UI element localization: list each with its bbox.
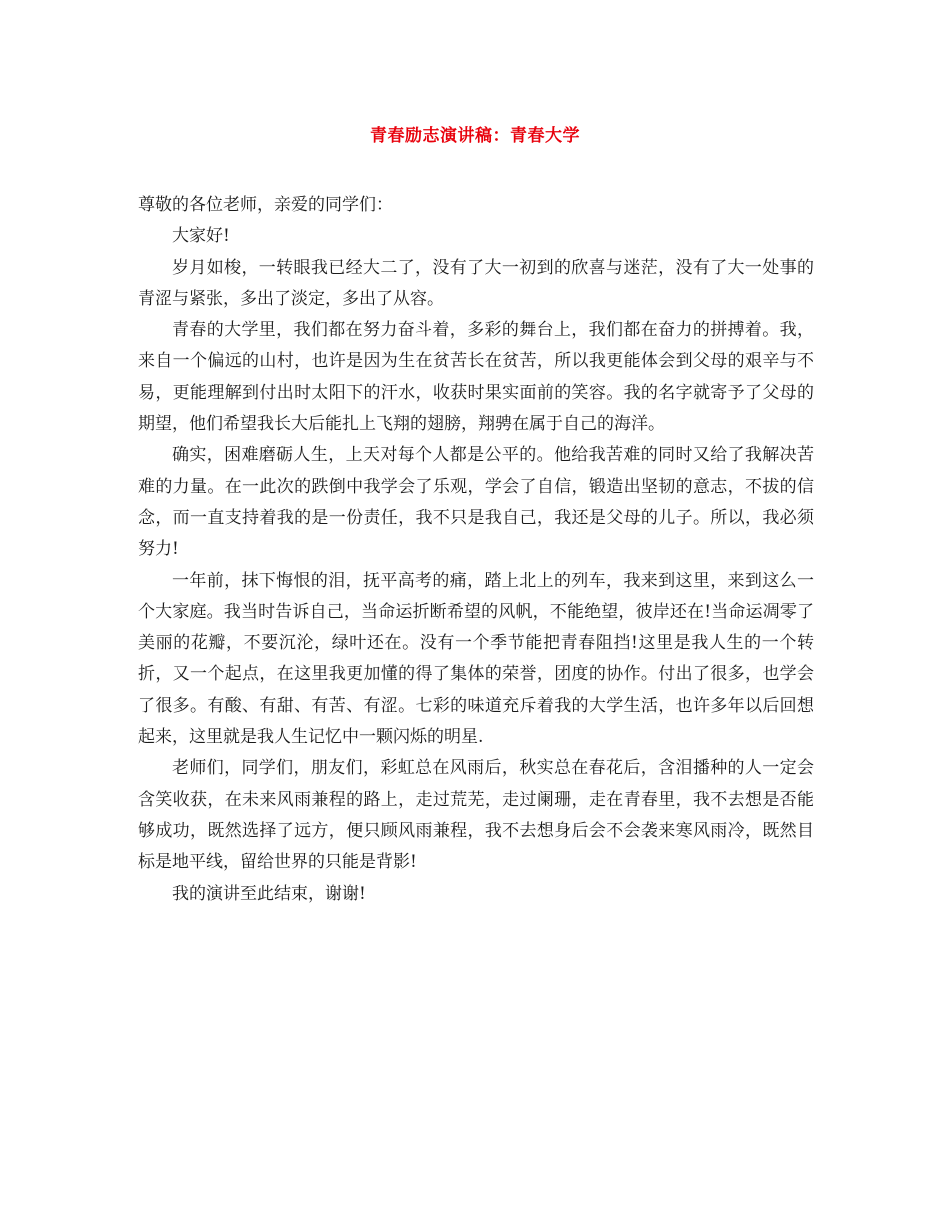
paragraph-closing: 我的演讲至此结束，谢谢!	[172, 883, 366, 904]
salutation: 尊敬的各位老师，亲爱的同学们：	[138, 195, 393, 215]
paragraph-greeting: 大家好!	[172, 226, 230, 247]
paragraph-2: 青春的大学里，我们都在努力奋斗着，多彩的舞台上，我们都在奋力的拼搏着。我，来自一个偏远的山村，也许是因为生在贫苦长在贫苦，所以我更能体会到父母的艰辛与不易，更能理解到付出时太阳下的汗水，收获时果实面前的笑容。我的名字就寄予了父母的期望，他们希望我长大后能扎上飞翔的翅膀，翔骋在属于自己的海洋。	[138, 320, 814, 435]
paragraph-1: 岁月如梭，一转眼我已经大二了，没有了大一初到的欣喜与迷茫，没有了大一处事的青涩与紧张，多出了淡定，多出了从容。	[138, 257, 814, 309]
document-body	[138, 190, 814, 910]
paragraph-4: 一年前，抹下悔恨的泪，抚平高考的痛，踏上北上的列车，我来到这里，来到这么一个大家庭。我当时告诉自己，当命运折断希望的风帆，不能绝望，彼岸还在!当命运凋零了美丽的花瓣，不要沉沦，绿叶还在。没有一个季节能把青春阻挡!这里是我人生的一个转折，又一个起点，在这里我更加懂的得了集体的荣誉，团度的协作。付出了很多，也学会了很多。有酸、有甜、有苦、有涩。七彩的味道充斥着我的大学生活，也许多年以后回想起来，这里就是我人生记忆中一颗闪烁的明星.	[138, 570, 814, 748]
paragraph-3: 确实，困难磨砺人生，上天对每个人都是公平的。他给我苦难的同时又给了我解决苦难的力量。在一此次的跌倒中我学会了乐观，学会了自信，锻造出坚韧的意志，不拔的信念，而一直支持着我的是一份责任，我不只是我自己，我还是父母的儿子。所以，我必须努力!	[138, 445, 814, 560]
paragraph-5: 老师们，同学们，朋友们，彩虹总在风雨后，秋实总在春花后，含泪播种的人一定会含笑收获，在未来风雨兼程的路上，走过荒芜，走过阑珊，走在青春里，我不去想是否能够成功，既然选择了远方，便只顾风雨兼程，我不去想身后会不会袭来寒风雨冷，既然目标是地平线，留给世界的只能是背影!	[138, 758, 814, 873]
document-title: 青春励志演讲稿：青春大学	[370, 126, 580, 146]
